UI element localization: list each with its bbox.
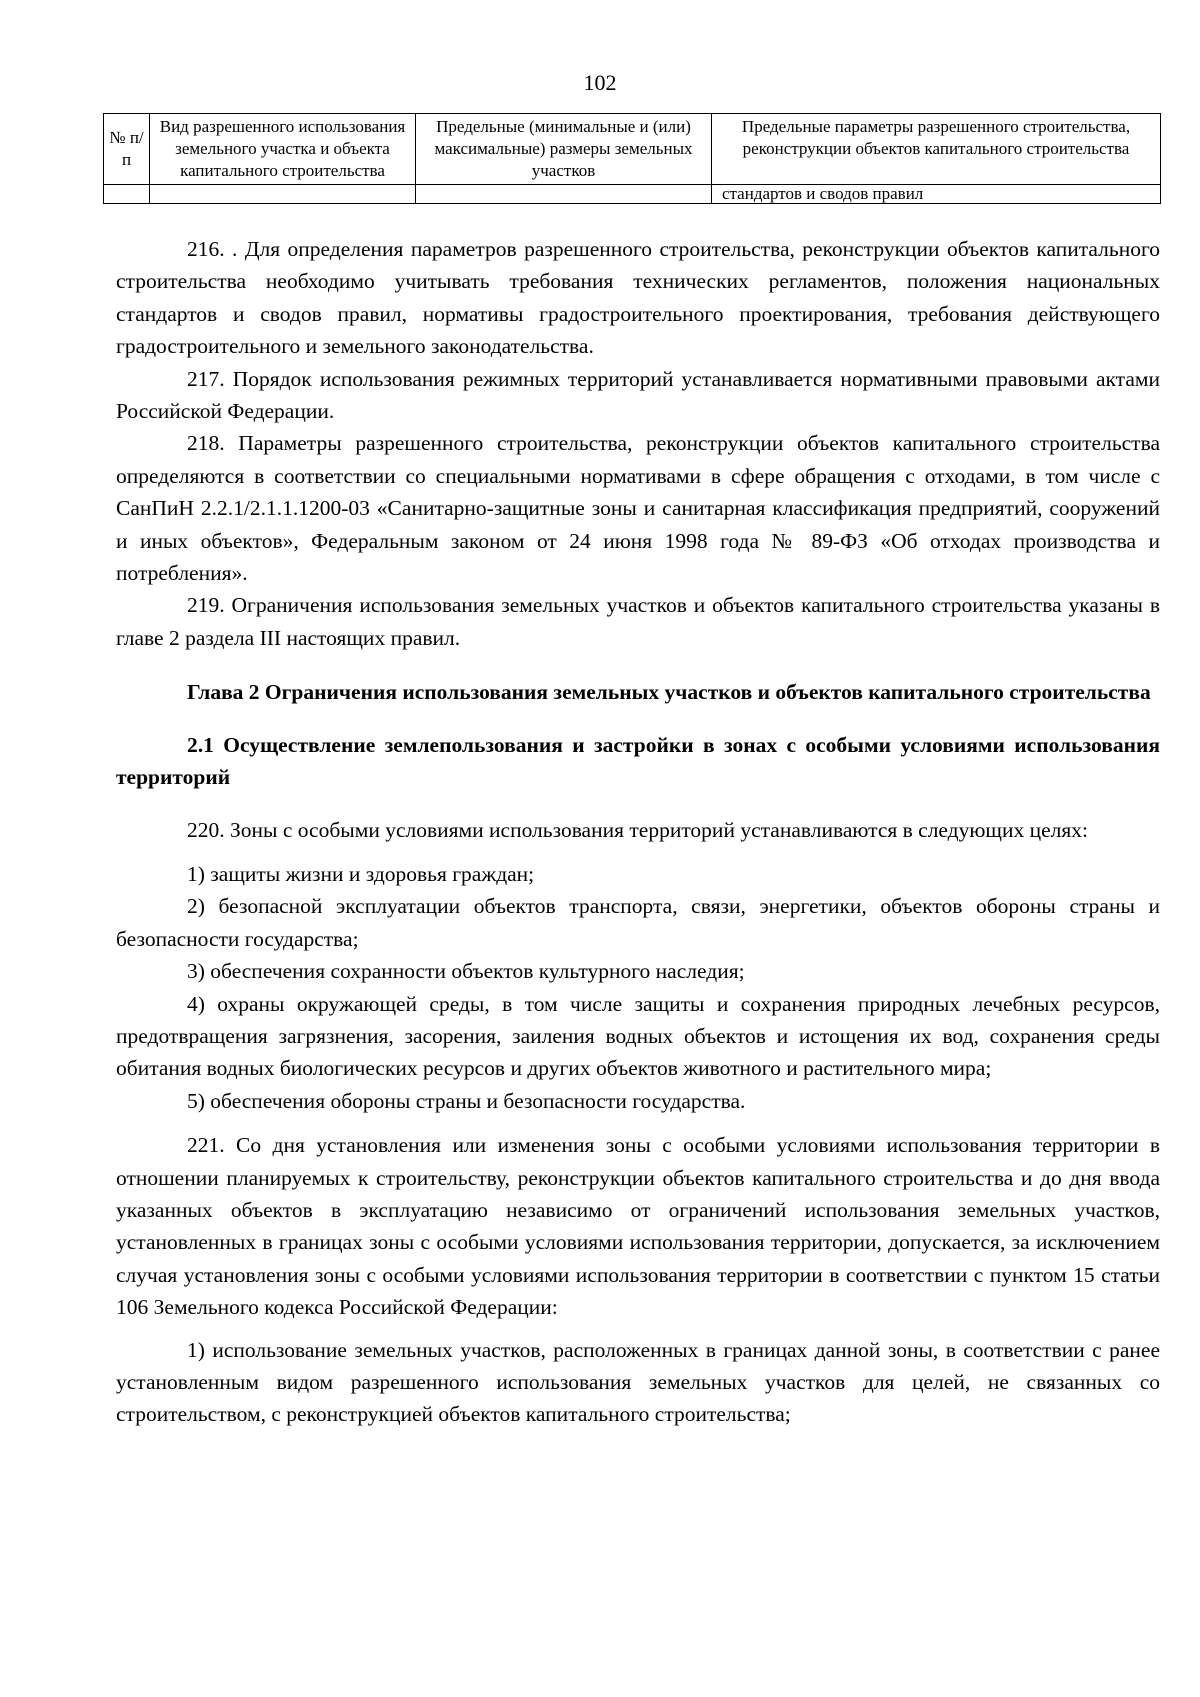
list-item-3: 3) обеспечения сохранности объектов культурного наследия;	[187, 959, 745, 984]
paragraph-218: 218. Параметры разрешенного строительства, реконструкции объектов капитального строительства определяются в соответствии со специальными нормативами в сфере обращения с отходами, в том числе с СанПиН 2.2.1/2.1.1.1200-03 «Санитарно-защитные зоны и санитарная классификация предприятий, сооружений и иных объектов», Федеральным законом от 24 июня 1998 года № 89-ФЗ «Об отходах производства и потребления».	[116, 431, 1160, 586]
document-body	[116, 233, 1160, 1431]
paragraph-216: 216. . Для определения параметров разрешенного строительства, реконструкции объектов капитального строительства необходимо учитывать требования технических регламентов, положения национальных стандартов и сводов правил, нормативы градостроительного проектирования, требования действующего градостроительного и земельного законодательства.	[116, 237, 1160, 359]
cont-cell-3	[416, 185, 712, 204]
paragraph-219: 219. Ограничения использования земельных участков и объектов капитального строительства указаны в главе 2 раздела III настоящих правил.	[116, 593, 1160, 650]
cont-cell-4: стандартов и сводов правил	[712, 185, 1161, 204]
list-item-1: 1) защиты жизни и здоровья граждан;	[187, 861, 535, 886]
page-number: 102	[583, 70, 617, 95]
paragraph-221: 221. Со дня установления или изменения зоны с особыми условиями использования территории в отношении планируемых к строительству, реконструкции объектов капитального строительства и до дня ввода указанных объектов в эксплуатацию независимо от ограничений использования земельных участков, установленных в границах зоны с особыми условиями использования территории, допускается, за исключением случая установления зоны с особыми условиями использования территории в соответствии с пунктом 15 статьи 106 Земельного кодекса Российской Федерации:	[116, 1133, 1160, 1320]
header-plot-size: Предельные (минимальные и (или) максимальные) размеры земельных участков	[416, 114, 712, 185]
header-use-type: Вид разрешенного использования земельного участка и объекта капитального строительства	[150, 114, 416, 185]
cont-cell-1	[104, 185, 150, 204]
table-header-row	[104, 114, 1161, 185]
header-number: № п/п	[104, 114, 150, 185]
list-item-4: 4) охраны окружающей среды, в том числе защиты и сохранения природных лечебных ресурсов, предотвращения загрязнения, засорения, заиления водных объектов и истощения их вод, сохранения среды обитания водных биологических ресурсов и других объектов животного и растительного мира;	[116, 991, 1160, 1081]
paragraph-220: 220. Зоны с особыми условиями использования территорий устанавливаются в следующих целях:	[187, 817, 1089, 842]
table-continuation-row	[104, 185, 1161, 204]
parameters-table-header	[103, 113, 1161, 204]
header-construction-params: Предельные параметры разрешенного строительства, реконструкции объектов капитального строительства	[712, 114, 1161, 185]
cont-cell-2	[150, 185, 416, 204]
chapter-heading: Глава 2 Ограничения использования земельных участков и объектов капитального строительства	[187, 680, 1151, 705]
paragraph-221-item-1: 1) использование земельных участков, расположенных в границах данной зоны, в соответствии с ранее установленным видом разрешенного использования земельных участков для целей, не связанных со строительством, с реконструкцией объектов капитального строительства;	[116, 1337, 1160, 1427]
paragraph-217: 217. Порядок использования режимных территорий устанавливается нормативными правовыми актами Российской Федерации.	[116, 366, 1160, 424]
list-item-2: 2) безопасной эксплуатации объектов транспорта, связи, энергетики, объектов обороны страны и безопасности государства;	[116, 894, 1160, 951]
list-item-5: 5) обеспечения обороны страны и безопасности государства.	[187, 1088, 746, 1113]
section-heading: 2.1 Осуществление землепользования и застройки в зонах с особыми условиями использования территорий	[116, 732, 1160, 790]
